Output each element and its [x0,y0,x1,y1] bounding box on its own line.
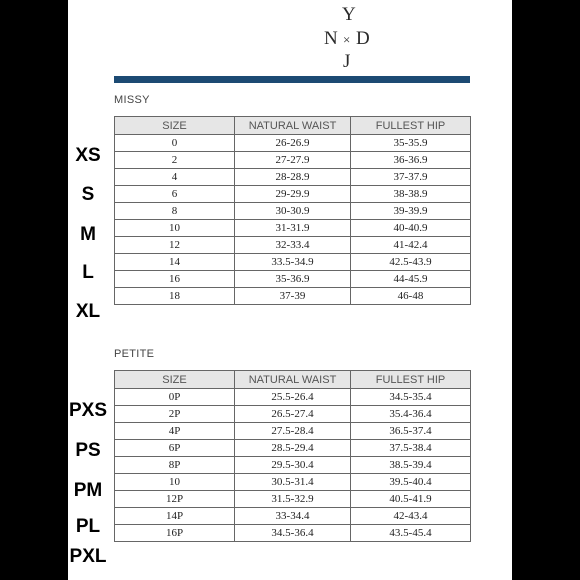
petite-table-row [115,508,471,525]
missy-table-row [115,271,471,288]
petite-side-label-ps: PS [75,440,101,461]
waist-cell: 27.5-28.4 [235,423,351,440]
size-cell: 4P [115,423,235,440]
missy-table-row [115,135,471,152]
logo-cross: × [343,32,351,47]
hip-cell: 38-38.9 [351,186,471,203]
petite-section-label: PETITE [114,348,155,360]
petite-side-label-pm: PM [73,480,103,501]
size-cell: 16 [115,271,235,288]
missy-side-label-xs: XS [75,145,101,166]
size-cell: 6 [115,186,235,203]
petite-size-table [114,370,471,542]
size-cell: 2 [115,152,235,169]
missy-section-label: MISSY [114,94,150,106]
missy-side-label-s: S [81,184,95,205]
petite-table-row [115,474,471,491]
hip-cell: 38.5-39.4 [351,457,471,474]
waist-cell: 31-31.9 [235,220,351,237]
hip-cell: 37-37.9 [351,169,471,186]
missy-header-waist: NATURAL WAIST [235,117,351,135]
missy-table-row [115,237,471,254]
missy-table-row [115,203,471,220]
size-cell: 14P [115,508,235,525]
missy-table-row [115,288,471,305]
hip-cell: 34.5-35.4 [351,389,471,406]
missy-table-row [115,169,471,186]
waist-cell: 27-27.9 [235,152,351,169]
waist-cell: 30.5-31.4 [235,474,351,491]
size-cell: 10 [115,474,235,491]
petite-table-row [115,389,471,406]
hip-cell: 37.5-38.4 [351,440,471,457]
waist-cell: 33-34.4 [235,508,351,525]
petite-table-row [115,406,471,423]
missy-table-row [115,186,471,203]
missy-side-label-xl: XL [75,301,101,322]
hip-cell: 41-42.4 [351,237,471,254]
size-cell: 0P [115,389,235,406]
size-cell: 18 [115,288,235,305]
missy-header-size: SIZE [115,117,235,135]
size-cell: 8P [115,457,235,474]
waist-cell: 25.5-26.4 [235,389,351,406]
petite-table-row [115,423,471,440]
waist-cell: 28.5-29.4 [235,440,351,457]
waist-cell: 32-33.4 [235,237,351,254]
missy-header-hip: FULLEST HIP [351,117,471,135]
size-cell: 2P [115,406,235,423]
size-cell: 12 [115,237,235,254]
waist-cell: 34.5-36.4 [235,525,351,542]
waist-cell: 29.5-30.4 [235,457,351,474]
hip-cell: 36.5-37.4 [351,423,471,440]
hip-cell: 40.5-41.9 [351,491,471,508]
size-cell: 4 [115,169,235,186]
size-cell: 14 [115,254,235,271]
petite-header-waist: NATURAL WAIST [235,371,351,389]
petite-table-row [115,440,471,457]
petite-table-row [115,491,471,508]
logo-letter-bottom: J [343,51,351,72]
missy-table-row [115,254,471,271]
missy-header-row [115,117,471,135]
waist-cell: 31.5-32.9 [235,491,351,508]
waist-cell: 35-36.9 [235,271,351,288]
waist-cell: 26.5-27.4 [235,406,351,423]
waist-cell: 28-28.9 [235,169,351,186]
logo-letter-right: D [356,28,370,49]
missy-side-label-m: M [80,224,96,245]
waist-cell: 30-30.9 [235,203,351,220]
hip-cell: 36-36.9 [351,152,471,169]
brand-logo [298,5,398,73]
waist-cell: 29-29.9 [235,186,351,203]
hip-cell: 39.5-40.4 [351,474,471,491]
size-cell: 16P [115,525,235,542]
size-cell: 0 [115,135,235,152]
hip-cell: 39-39.9 [351,203,471,220]
petite-side-label-pxl: PXL [69,546,107,567]
hip-cell: 44-45.9 [351,271,471,288]
waist-cell: 26-26.9 [235,135,351,152]
petite-header-hip: FULLEST HIP [351,371,471,389]
hip-cell: 42-43.4 [351,508,471,525]
missy-table-row [115,220,471,237]
logo-letter-top: Y [342,4,356,25]
size-cell: 10 [115,220,235,237]
hip-cell: 46-48 [351,288,471,305]
missy-size-table [114,116,471,305]
size-cell: 12P [115,491,235,508]
header-divider-bar [114,76,470,83]
hip-cell: 42.5-43.9 [351,254,471,271]
size-cell: 8 [115,203,235,220]
petite-table-row [115,525,471,542]
petite-table-row [115,457,471,474]
hip-cell: 40-40.9 [351,220,471,237]
hip-cell: 35-35.9 [351,135,471,152]
missy-side-label-l: L [82,262,94,283]
petite-side-label-pl: PL [75,516,101,537]
petite-header-row [115,371,471,389]
missy-table-row [115,152,471,169]
waist-cell: 33.5-34.9 [235,254,351,271]
size-cell: 6P [115,440,235,457]
waist-cell: 37-39 [235,288,351,305]
petite-header-size: SIZE [115,371,235,389]
hip-cell: 43.5-45.4 [351,525,471,542]
petite-side-label-pxs: PXS [68,400,108,421]
hip-cell: 35.4-36.4 [351,406,471,423]
logo-letter-left: N [324,28,338,49]
